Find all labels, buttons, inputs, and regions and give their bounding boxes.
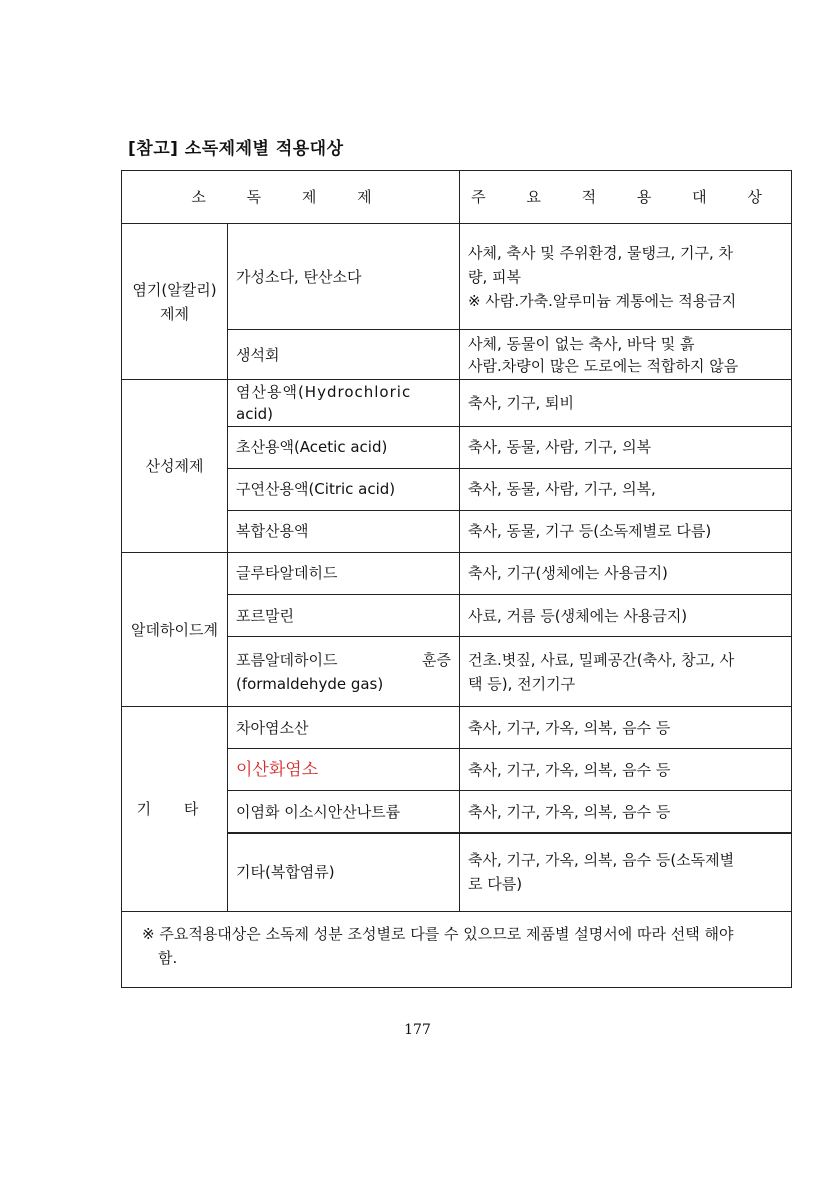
target-cell: 축사, 기구, 가옥, 의복, 음수 등: [460, 749, 792, 791]
target-cell: [460, 224, 792, 330]
disinfectant-table: [121, 170, 792, 988]
target-cell: 축사, 기구, 가옥, 의복, 음수 등: [460, 791, 792, 833]
target-cell: 축사, 동물, 기구 등(소독제별로 다름): [460, 510, 792, 552]
target-line: 로 다름): [468, 875, 523, 894]
agent-cell: 초산용액(Acetic acid): [228, 426, 460, 468]
category-cell: 알데하이드계: [122, 552, 228, 706]
footnote-line: 함.: [158, 948, 178, 967]
table-header-row: [122, 171, 792, 224]
agent-cell: [228, 637, 460, 707]
agent-cell: 구연산용액(Citric acid): [228, 468, 460, 510]
target-line: 사람.차량이 많은 도로에는 적합하지 않음: [468, 356, 739, 375]
target-line: 량, 피복: [468, 267, 522, 286]
agent-line: [236, 648, 451, 672]
table-row: [122, 380, 792, 426]
agent-line: acid): [236, 405, 273, 424]
agent-cell: 생석회: [228, 330, 460, 380]
agent-cell: [228, 749, 460, 791]
table-row: [122, 552, 792, 594]
target-line: 사체, 축사 및 주위환경, 물탱크, 기구, 차: [468, 243, 734, 262]
target-cell: 사료, 거름 등(생체에는 사용금지): [460, 594, 792, 636]
agent-cell: 이염화 이소시안산나트륨: [228, 791, 460, 833]
page-title: [참고] 소독제제별 적용대상: [128, 139, 344, 159]
header-agent: 소 독 제 제: [122, 171, 460, 224]
target-cell: 축사, 동물, 사람, 기구, 의복,: [460, 468, 792, 510]
target-line: 축사, 기구, 가옥, 의복, 음수 등(소독제별: [468, 851, 735, 870]
target-cell: [460, 637, 792, 707]
header-target: 주 요 적 용 대 상: [460, 171, 792, 224]
agent-cell: 기타(복합염류): [228, 833, 460, 911]
target-cell: [460, 330, 792, 380]
table-row: [122, 707, 792, 749]
target-line: ※ 사람.가축.알루미늄 계통에는 적용금지: [468, 291, 737, 310]
target-cell: 축사, 동물, 사람, 기구, 의복: [460, 426, 792, 468]
agent-cell: 가성소다, 탄산소다: [228, 224, 460, 330]
table-row: [122, 224, 792, 330]
target-cell: 축사, 기구, 퇴비: [460, 380, 792, 426]
footnote-text: [134, 922, 779, 970]
agent-cell: 복합산용액: [228, 510, 460, 552]
agent-word: 포름알데하이드: [236, 650, 338, 669]
target-line: 택 등), 전기기구: [468, 674, 576, 693]
target-line: 건초.볏짚, 사료, 밀폐공간(축사, 창고, 사: [468, 650, 735, 669]
footnote-line: ※ 주요적용대상은 소독제 성분 조성별로 다를 수 있으므로 제품별 설명서에 따라 선택 해야: [142, 924, 734, 943]
agent-word: 훈증: [422, 650, 452, 669]
target-cell: 축사, 기구(생체에는 사용금지): [460, 552, 792, 594]
target-cell: 축사, 기구, 가옥, 의복, 음수 등: [460, 707, 792, 749]
footnote-row: [122, 911, 792, 987]
agent-line: 염산용액(Hydrochloric: [236, 383, 412, 402]
category-cell: 기 타: [122, 707, 228, 911]
category-cell: 염기(알칼리) 제제: [122, 224, 228, 380]
page-number: 177: [404, 1022, 431, 1038]
agent-cell: 차아염소산: [228, 707, 460, 749]
target-cell: [460, 833, 792, 911]
agent-line: (formaldehyde gas): [236, 674, 384, 693]
agent-cell: [228, 380, 460, 426]
agent-cell: 포르말린: [228, 594, 460, 636]
highlighted-agent: 이산화염소: [236, 759, 319, 780]
agent-cell: 글루타알데히드: [228, 552, 460, 594]
category-cell: 산성제제: [122, 380, 228, 552]
target-line: 사체, 동물이 없는 축사, 바닥 및 흙: [468, 334, 695, 353]
footnote: [122, 911, 792, 987]
